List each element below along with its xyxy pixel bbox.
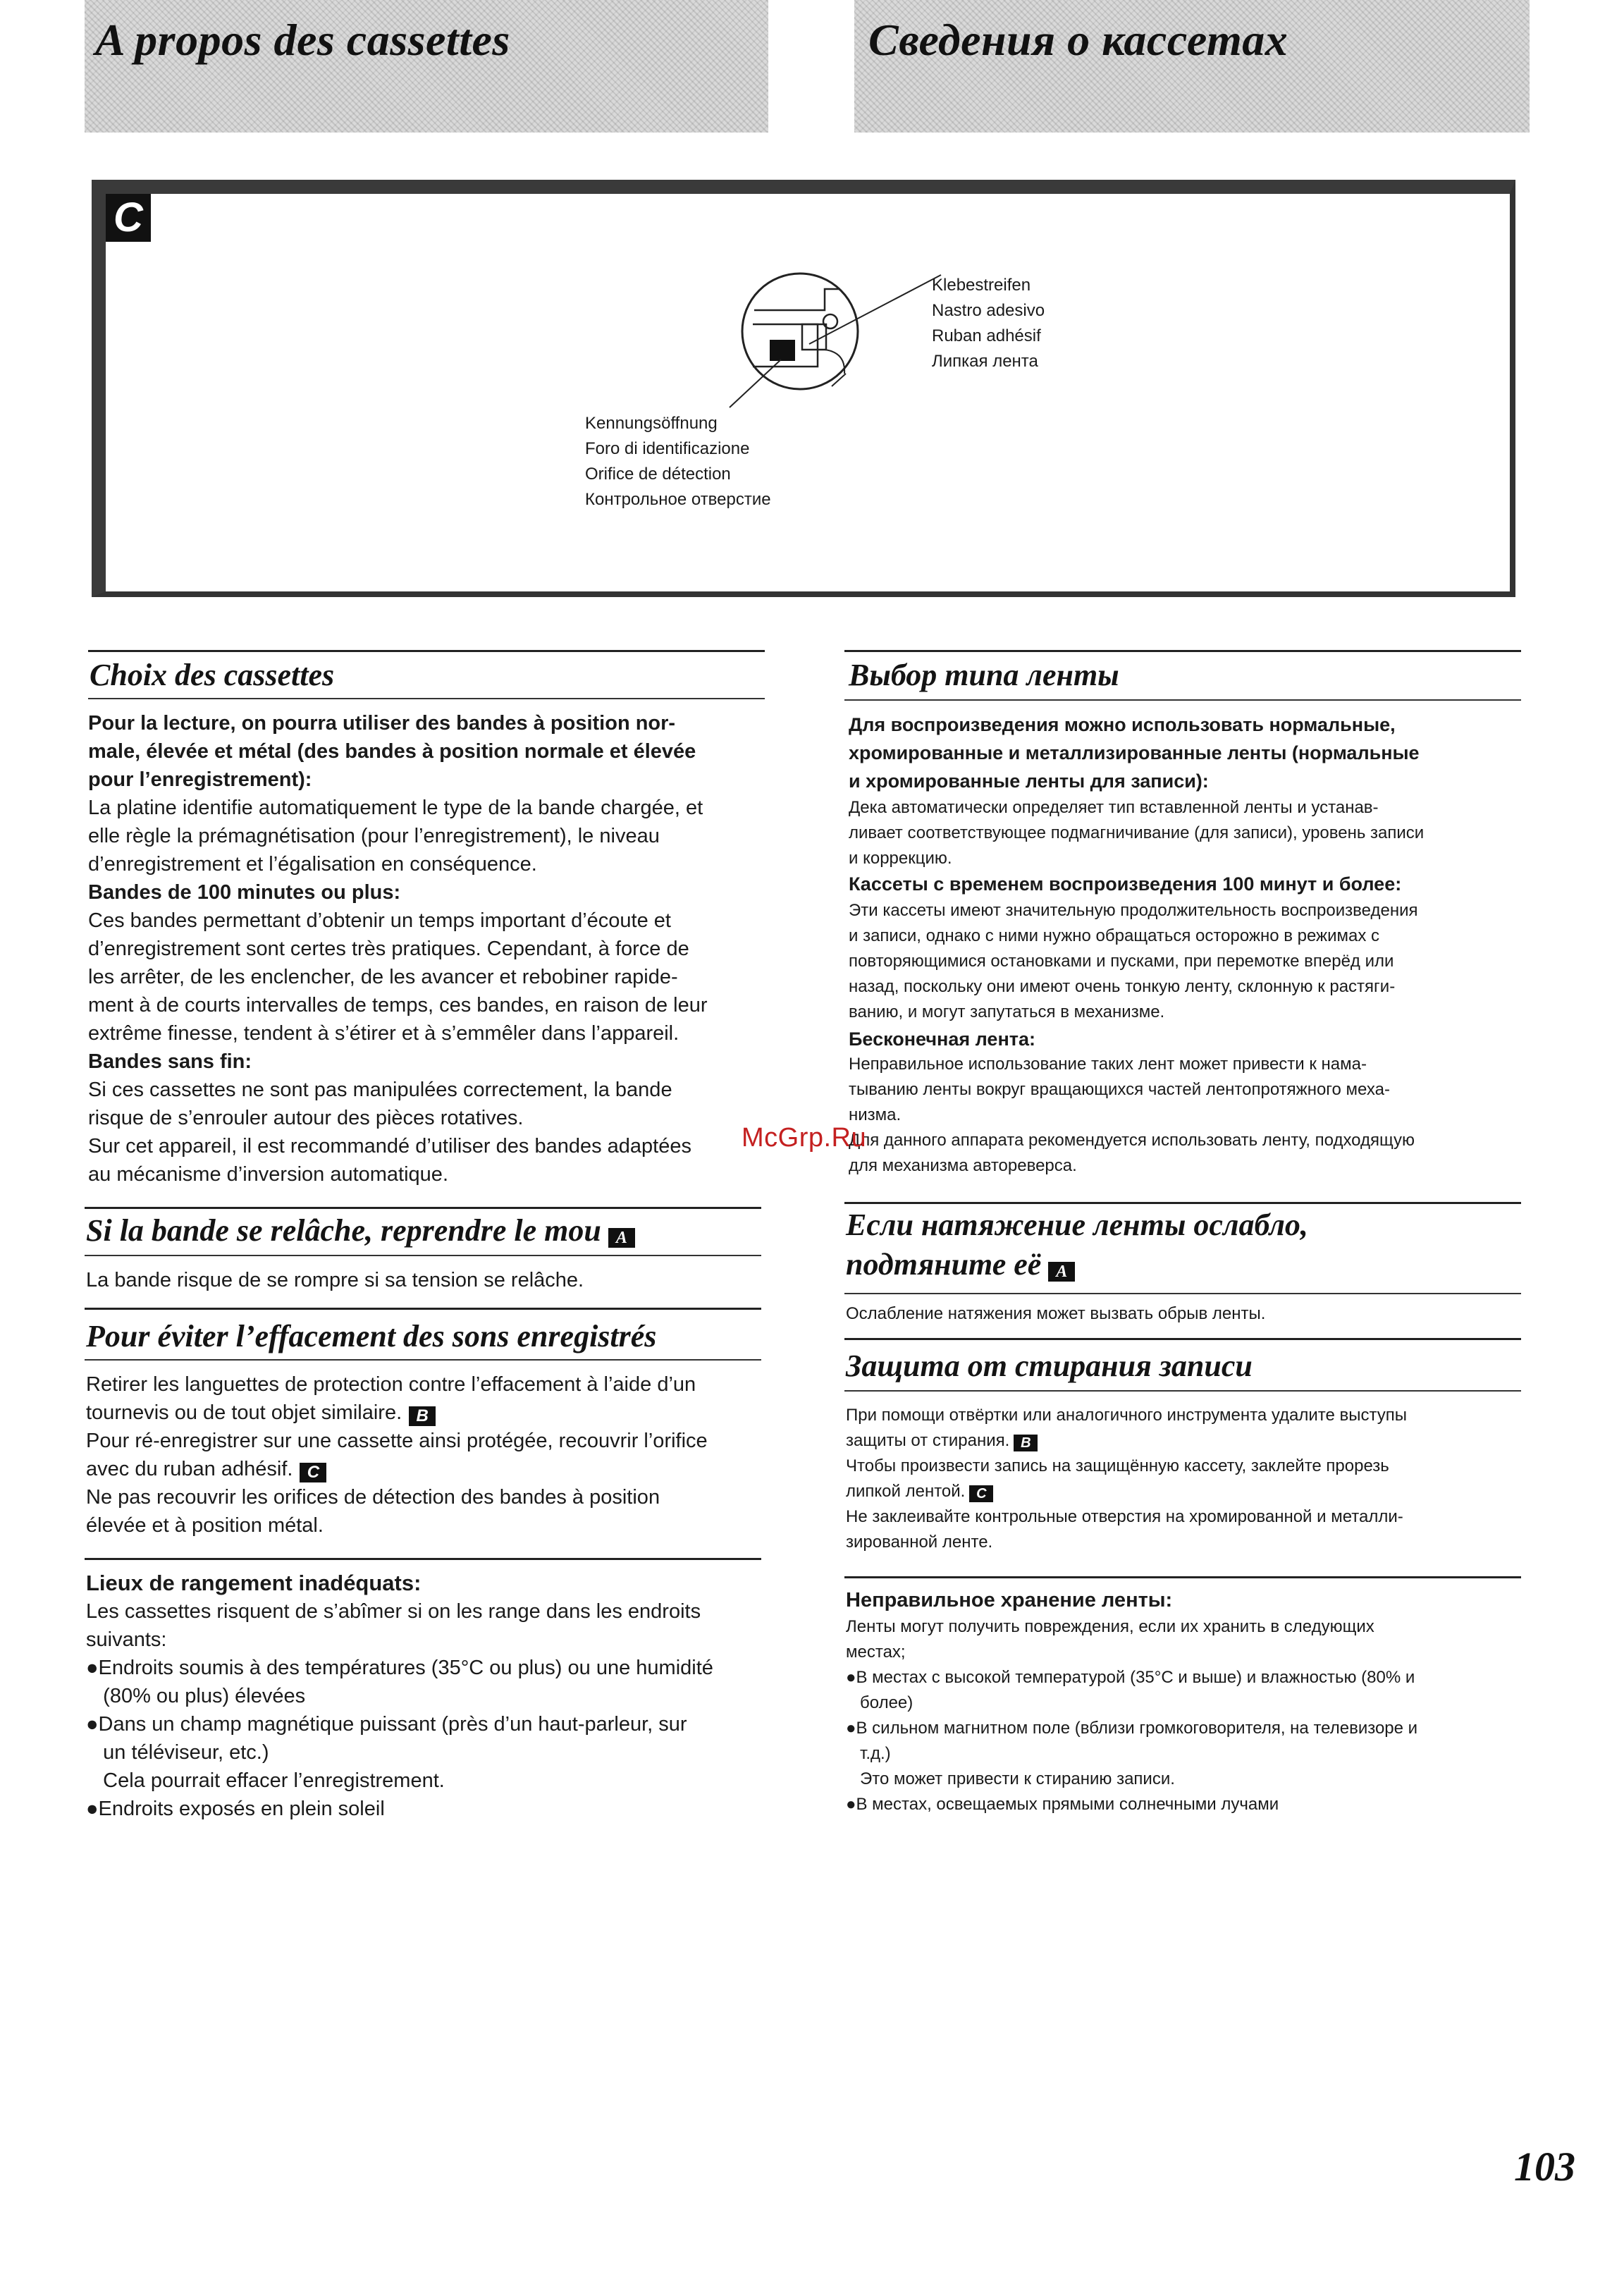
ru-mou-body: Ослабление натяжения может вызвать обрыв ленты. <box>846 1304 1266 1323</box>
ru-rule-choix <box>844 650 1521 652</box>
figure-ref-b-badge: B <box>409 1406 436 1426</box>
fr-choix-sub2: Bandes sans fin: <box>88 1050 252 1073</box>
fr-rule-eff <box>85 1308 761 1310</box>
ru-rule-mou <box>844 1202 1521 1204</box>
figure-ref-a-badge-ru: A <box>1048 1262 1075 1282</box>
figure-ref-b-badge-ru: B <box>1014 1435 1038 1451</box>
label-detection-hole: Kennungsöffnung Foro di identificazione Orifice de détection Контрольное отверстие <box>585 414 771 509</box>
fr-choix-sub1: Bandes de 100 minutes ou plus: <box>88 881 401 904</box>
ru-heading-lieux: Неправильное хранение ленты: <box>846 1589 1173 1611</box>
fr-lieux-list: Les cassettes risquent de s’abîmer si on les range dans les endroits suivants: ●Endroits soumis à des températures (35°C ou plus) ou une humidité (80% ou plus) élevées ●Dans un champ magnétique puissant (près d’un haut-parleur, sur un téléviseur, etc.) Cela pourrait effacer l’enregistrement. ●Endroits exposés en plein soleil <box>86 1600 713 1820</box>
fr-choix-body2: Ces bandes permettant d’obtenir un temps important d’écoute et d’enregistrement sont certes très pratiques. Cependant, à force de les arrêter, de les enclencher, de les avancer et rebobiner rapide- ment à de courts intervalles de temps, ces bandes, en raison de leur extrême finesse, tendent à s’étirer et à s’emmêler dans l’appareil. <box>88 909 708 1045</box>
figure-ref-a-badge: A <box>608 1228 635 1248</box>
figure-ref-c-badge-ru: C <box>969 1485 993 1502</box>
fr-rule-choix <box>88 650 765 652</box>
ru-choix-lead: Для воспроизведения можно использовать нормальные, хромированные и металлизированные ленты (нормальные и хромированные ленты для записи): <box>849 714 1420 792</box>
figure-badge: C <box>106 194 151 242</box>
fr-heading-mou: Si la bande se relâche, reprendre le mou A <box>86 1212 635 1248</box>
ru-rule-eff <box>844 1338 1521 1340</box>
ru-choix-body2: Эти кассеты имеют значительную продолжительность воспроизведения и записи, однако с ними нужно обращаться осторожно в режимах с повторяющимися остановками и пусками, при перемотке вперёд или назад, поскольку они имеют очень тонкую ленту, склонную к растяги- ванию, и могут запутаться в механизме. <box>849 901 1418 1021</box>
ru-lieux-list: Ленты могут получить повреждения, если их хранить в следующих местах; ●В местах с высокой температурой (35°С и выше) и влажностью (80% и более) ●В сильном магнитном поле (вблизи громкоговорителя, на телевизоре и т.д.) Это может привести к стиранию записи. ●В местах, освещаемых прямыми солнечными лучами <box>846 1617 1418 1814</box>
fr-rule-lieux <box>85 1558 761 1560</box>
fr-heading-eff: Pour éviter l’effacement des sons enregistrés <box>86 1319 657 1353</box>
label-adhesive-tape: Klebestreifen Nastro adesivo Ruban adhésif Липкая лента <box>932 276 1045 371</box>
fr-heading-lieux: Lieux de rangement inadéquats: <box>86 1571 422 1595</box>
fr-rule-mou <box>85 1207 761 1209</box>
page-title-ru: Сведения о кассетах <box>868 15 1288 65</box>
fr-choix-lead: Pour la lecture, on pourra utiliser des bandes à position nor- male, élevée et métal (des bandes à position normale et élevée pour l’enregistrement): <box>88 712 696 791</box>
ru-choix-sub2: Бесконечная лента: <box>849 1029 1035 1050</box>
watermark: McGrp.Ru <box>742 1123 867 1153</box>
ru-heading-mou: Если натяжение ленты ослабло, подтяните её A <box>846 1208 1308 1282</box>
ru-heading-eff: Защита от стирания записи <box>846 1349 1253 1383</box>
ru-rule-choix-under <box>844 699 1521 701</box>
page-number: 103 <box>1514 2144 1575 2190</box>
ru-eff-body: При помощи отвёртки или аналогичного инструмента удалите выступы защиты от стирания. B Чтобы произвести запись на защищённую кассету, заклейте прорезь липкой лентой. C Не заклеивайте контрольные отверстия на хромированной и металли- зированной ленте. <box>846 1406 1408 1552</box>
page-title-fr: A propos des cassettes <box>95 15 510 65</box>
fr-rule-mou-under <box>85 1255 761 1256</box>
fr-choix-body3: Si ces cassettes ne sont pas manipulées correctement, la bande risque de s’enrouler autour des pièces rotatives. Sur cet appareil, il est recommandé d’utiliser des bandes adaptées au mécanisme d’inversion automatique. <box>88 1079 691 1186</box>
fr-eff-body: Retirer les languettes de protection contre l’effacement à l’aide d’un tournevis ou de tout objet similaire. B Pour ré-enregistrer sur une cassette ainsi protégée, recouvrir l’orifice avec du ruban adhésif. C Ne pas recouvrir les orifices de détection des bandes à position élevée et à position métal. <box>86 1373 708 1537</box>
figure-ref-c-badge: C <box>300 1463 326 1482</box>
fr-mou-body: La bande risque de se rompre si sa tension se relâche. <box>86 1269 584 1291</box>
fr-rule-eff-under <box>85 1359 761 1361</box>
fr-choix-body1: La platine identifie automatiquement le type de la bande chargée, et elle règle la prémagnétisation (pour l’enregistrement), le niveau d’enregistrement et l’égalisation en conséquence. <box>88 797 703 876</box>
ru-rule-lieux <box>844 1576 1521 1578</box>
ru-choix-sub1: Кассеты с временем воспроизведения 100 минут и более: <box>849 873 1402 895</box>
fr-heading-choix: Choix des cassettes <box>90 658 335 692</box>
ru-rule-eff-under <box>844 1390 1521 1392</box>
ru-rule-mou-under <box>844 1293 1521 1294</box>
ru-heading-choix: Выбор типа ленты <box>849 658 1119 692</box>
cassette-tab-diagram <box>719 261 959 430</box>
fr-rule-choix-under <box>88 698 765 699</box>
ru-choix-body1: Дека автоматически определяет тип вставленной ленты и устанав- ливает соответствующее подмагничивание (для записи), уровень записи и коррекцию. <box>849 798 1425 868</box>
ru-choix-body3: Неправильное использование таких лент может привести к нама- тыванию ленты вокруг вращающихся частей лентопротяжного меха- низма. Для данного аппарата рекомендуется использовать ленту, подходящую для механизма автореверса. <box>849 1055 1415 1175</box>
